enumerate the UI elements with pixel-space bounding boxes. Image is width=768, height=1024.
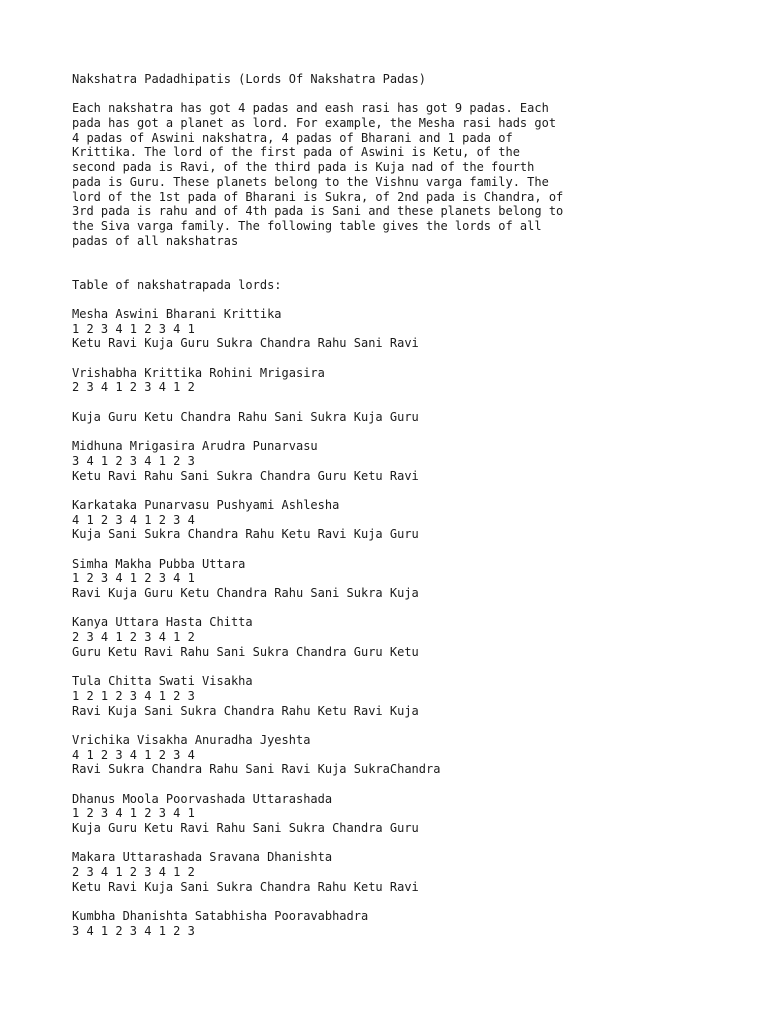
rasi-block-simha [72,557,732,601]
intro-line: Krittika. The lord of the first pada of Aswini is Ketu, of the [72,145,520,160]
intro-line: padas of all nakshatras [72,233,239,248]
intro-paragraph [72,101,732,248]
rasi-block-makara [72,850,732,894]
spacer [72,292,732,307]
intro-line: pada is Guru. These planets belong to the Vishnu varga family. The [72,174,549,189]
intro-line: the Siva varga family. The following table gives the lords of all [72,218,542,233]
pada-lords-line: Ravi Kuja Guru Ketu Chandra Rahu Sani Sukra Kuja [72,586,419,601]
pada-numbers-line: 3 4 1 2 3 4 1 2 3 [72,453,195,468]
rasi-block-tula [72,674,732,718]
spacer [72,395,732,410]
rasi-names-line: Makara Uttarashada Sravana Dhanishta [72,850,333,865]
spacer [72,542,732,557]
pada-numbers-line: 1 2 3 4 1 2 3 4 1 [72,321,195,336]
rasi-names-line: Dhanus Moola Poorvashada Uttarashada [72,791,333,806]
intro-line: pada has got a planet as lord. For example, the Mesha rasi hads got [72,116,557,131]
pada-lords-line: Kuja Guru Ketu Ravi Rahu Sani Sukra Chandra Guru [72,821,419,836]
table-heading: Table of nakshatrapada lords: [72,277,282,292]
spacer [72,483,732,498]
intro-line: second pada is Ravi, of the third pada is Kuja nad of the fourth [72,160,535,175]
rasi-block-mesha [72,307,732,351]
pada-numbers-line: 3 4 1 2 3 4 1 2 3 [72,923,195,938]
pada-numbers-line: 2 3 4 1 2 3 4 1 2 [72,630,195,645]
spacer [72,718,732,733]
rasi-names-line: Vrishabha Krittika Rohini Mrigasira [72,365,325,380]
rasi-names-line: Kumbha Dhanishta Satabhisha Pooravabhadra [72,909,369,924]
pada-numbers-line: 2 3 4 1 2 3 4 1 2 [72,865,195,880]
pada-lords-line: Guru Ketu Ravi Rahu Sani Sukra Chandra Guru Ketu [72,644,419,659]
document-title: Nakshatra Padadhipatis (Lords Of Nakshatra Padas) [72,72,427,86]
rasi-names-line: Simha Makha Pubba Uttara [72,556,246,571]
pada-lords-line: Kuja Guru Ketu Chandra Rahu Sani Sukra Kuja Guru [72,409,419,424]
spacer [72,660,732,675]
rasi-block-kanya [72,615,732,659]
pada-lords-line: Ketu Ravi Kuja Sani Sukra Chandra Rahu Ketu Ravi [72,879,419,894]
pada-lords-line: Ketu Ravi Kuja Guru Sukra Chandra Rahu Sani Ravi [72,336,419,351]
rasi-names-line: Karkataka Punarvasu Pushyami Ashlesha [72,497,340,512]
intro-line: 3rd pada is rahu and of 4th pada is Sani and these planets belong to [72,204,564,219]
rasi-names-line: Mesha Aswini Bharani Krittika [72,307,282,322]
rasi-names-line: Midhuna Mrigasira Arudra Punarvasu [72,439,318,454]
document-page [72,72,732,939]
spacer [72,351,732,366]
rasi-block-dhanus [72,792,732,836]
pada-numbers-line: 1 2 3 4 1 2 3 4 1 [72,571,195,586]
spacer [72,425,732,440]
pada-numbers-line: 1 2 3 4 1 2 3 4 1 [72,806,195,821]
spacer [72,248,732,277]
intro-line: 4 padas of Aswini nakshatra, 4 padas of Bharani and 1 pada of [72,130,513,145]
pada-numbers-line: 4 1 2 3 4 1 2 3 4 [72,512,195,527]
pada-lords-line: Ravi Kuja Sani Sukra Chandra Rahu Ketu Ravi Kuja [72,703,419,718]
pada-numbers-line: 4 1 2 3 4 1 2 3 4 [72,747,195,762]
pada-lords-line: Ravi Sukra Chandra Rahu Sani Ravi Kuja SukraChandra [72,762,441,777]
intro-line: Each nakshatra has got 4 padas and eash rasi has got 9 padas. Each [72,101,549,116]
rasi-names-line: Tula Chitta Swati Visakha [72,674,253,689]
rasi-block-midhuna [72,439,732,483]
pada-numbers-line: 2 3 4 1 2 3 4 1 2 [72,380,195,395]
spacer [72,895,732,910]
spacer [72,87,732,102]
pada-lords-line: Kuja Sani Sukra Chandra Rahu Ketu Ravi Kuja Guru [72,527,419,542]
intro-line: lord of the 1st pada of Bharani is Sukra, of 2nd pada is Chandra, of [72,189,564,204]
rasi-block-kumbha [72,909,732,938]
rasi-names-line: Vrichika Visakha Anuradha Jyeshta [72,732,311,747]
spacer [72,836,732,851]
rasi-block-vrishabha [72,366,732,425]
rasi-block-vrichika [72,733,732,777]
spacer [72,777,732,792]
spacer [72,601,732,616]
pada-numbers-line: 1 2 1 2 3 4 1 2 3 [72,688,195,703]
rasi-block-karkataka [72,498,732,542]
pada-lords-line: Ketu Ravi Rahu Sani Sukra Chandra Guru Ketu Ravi [72,468,419,483]
rasi-names-line: Kanya Uttara Hasta Chitta [72,615,253,630]
